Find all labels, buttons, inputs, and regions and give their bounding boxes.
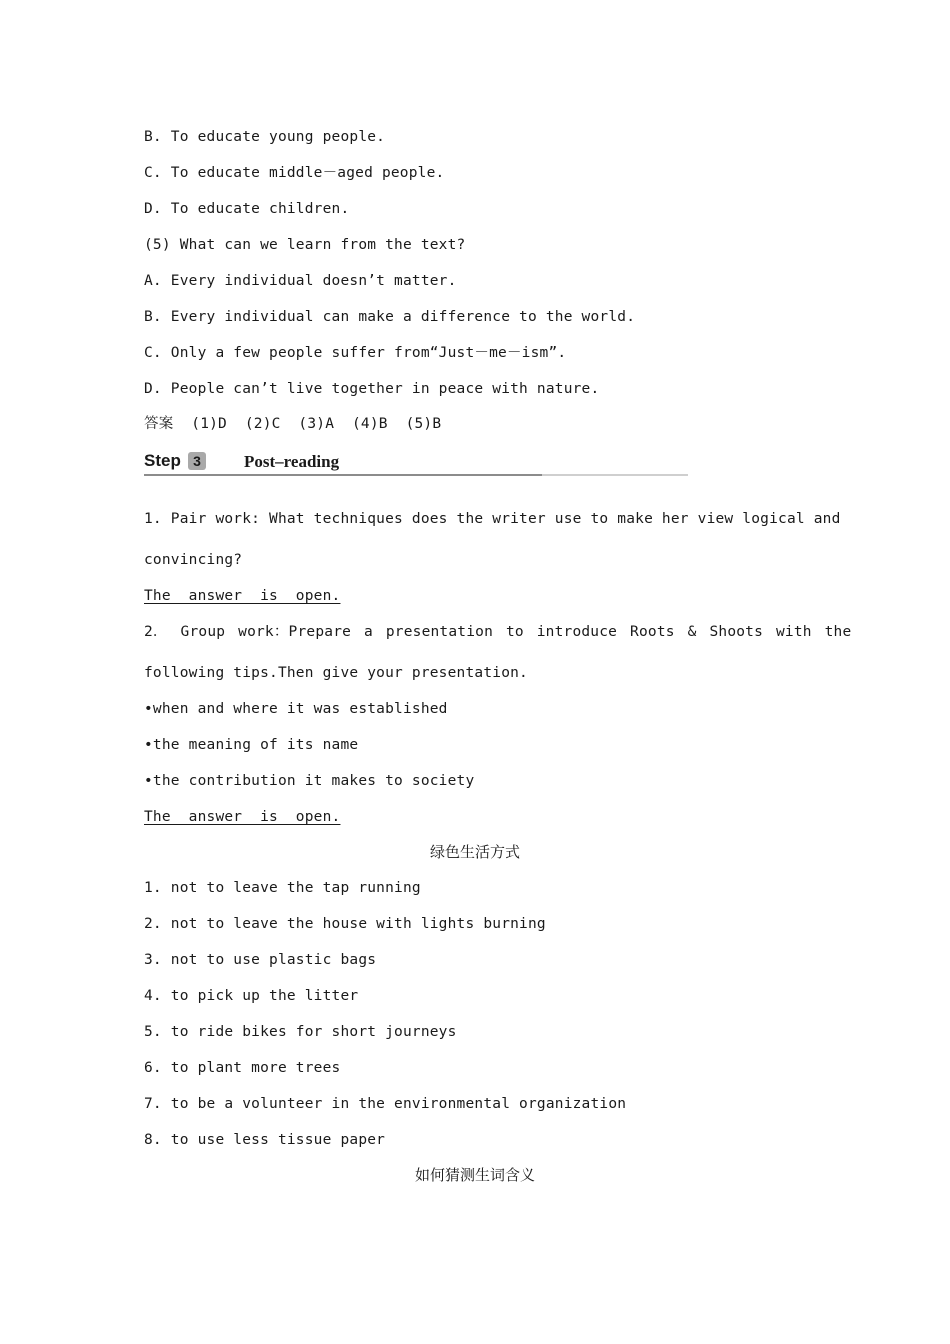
list-item: 1. not to leave the tap running [144,880,421,896]
list-item: 7. to be a volunteer in the environmental organization [144,1096,627,1112]
answer-key: 答案 (1)D (2)C (3)A (4)B (5)B [144,416,442,432]
list-item: 6. to plant more trees [144,1060,341,1076]
list-item: 5. to ride bikes for short journeys [144,1024,457,1040]
step-header [144,450,688,478]
step-divider-light [542,474,688,476]
task2-tip: •the contribution it makes to society [144,773,475,789]
step-title: Post–reading [244,452,340,471]
q4-option-b: B. To educate young people. [144,129,386,145]
q5-option-c: C. Only a few people suffer from“Just－me－ism”. [144,345,567,361]
q5-question: (5) What can we learn from the text? [144,237,466,253]
list-item: 3. not to use plastic bags [144,952,377,968]
task2-tip: •the meaning of its name [144,737,359,753]
section-heading-green-lifestyle: 绿色生活方式 [429,843,520,861]
task2-prompt-line1: 2． Group work：Prepare a presentation to introduce Roots & Shoots with the [144,624,852,640]
list-item: 2. not to leave the house with lights burning [144,916,546,932]
q5-option-b: B. Every individual can make a difference to the world. [144,309,636,325]
task1-prompt-line1: 1. Pair work: What techniques does the writer use to make her view logical and [144,511,841,527]
task2-tip: •when and where it was established [144,701,448,717]
task2-answer: The answer is open. [144,809,341,825]
q4-option-d: D. To educate children. [144,201,350,217]
section-heading-guess-word-meaning: 如何猜测生词含义 [414,1166,535,1184]
list-item: 8. to use less tissue paper [144,1132,386,1148]
task1-prompt-line2: convincing? [144,552,243,568]
step-label: Step [144,451,181,470]
step-divider [144,474,542,476]
q4-option-c: C. To educate middle－aged people. [144,165,445,181]
step-number-badge: 3 [188,452,206,470]
task2-prompt-line2: following tips.Then give your presentation. [144,665,528,681]
task1-answer: The answer is open. [144,588,341,604]
q5-option-a: A. Every individual doesn’t matter. [144,273,457,289]
list-item: 4. to pick up the litter [144,988,359,1004]
q5-option-d: D. People can’t live together in peace with nature. [144,381,600,397]
